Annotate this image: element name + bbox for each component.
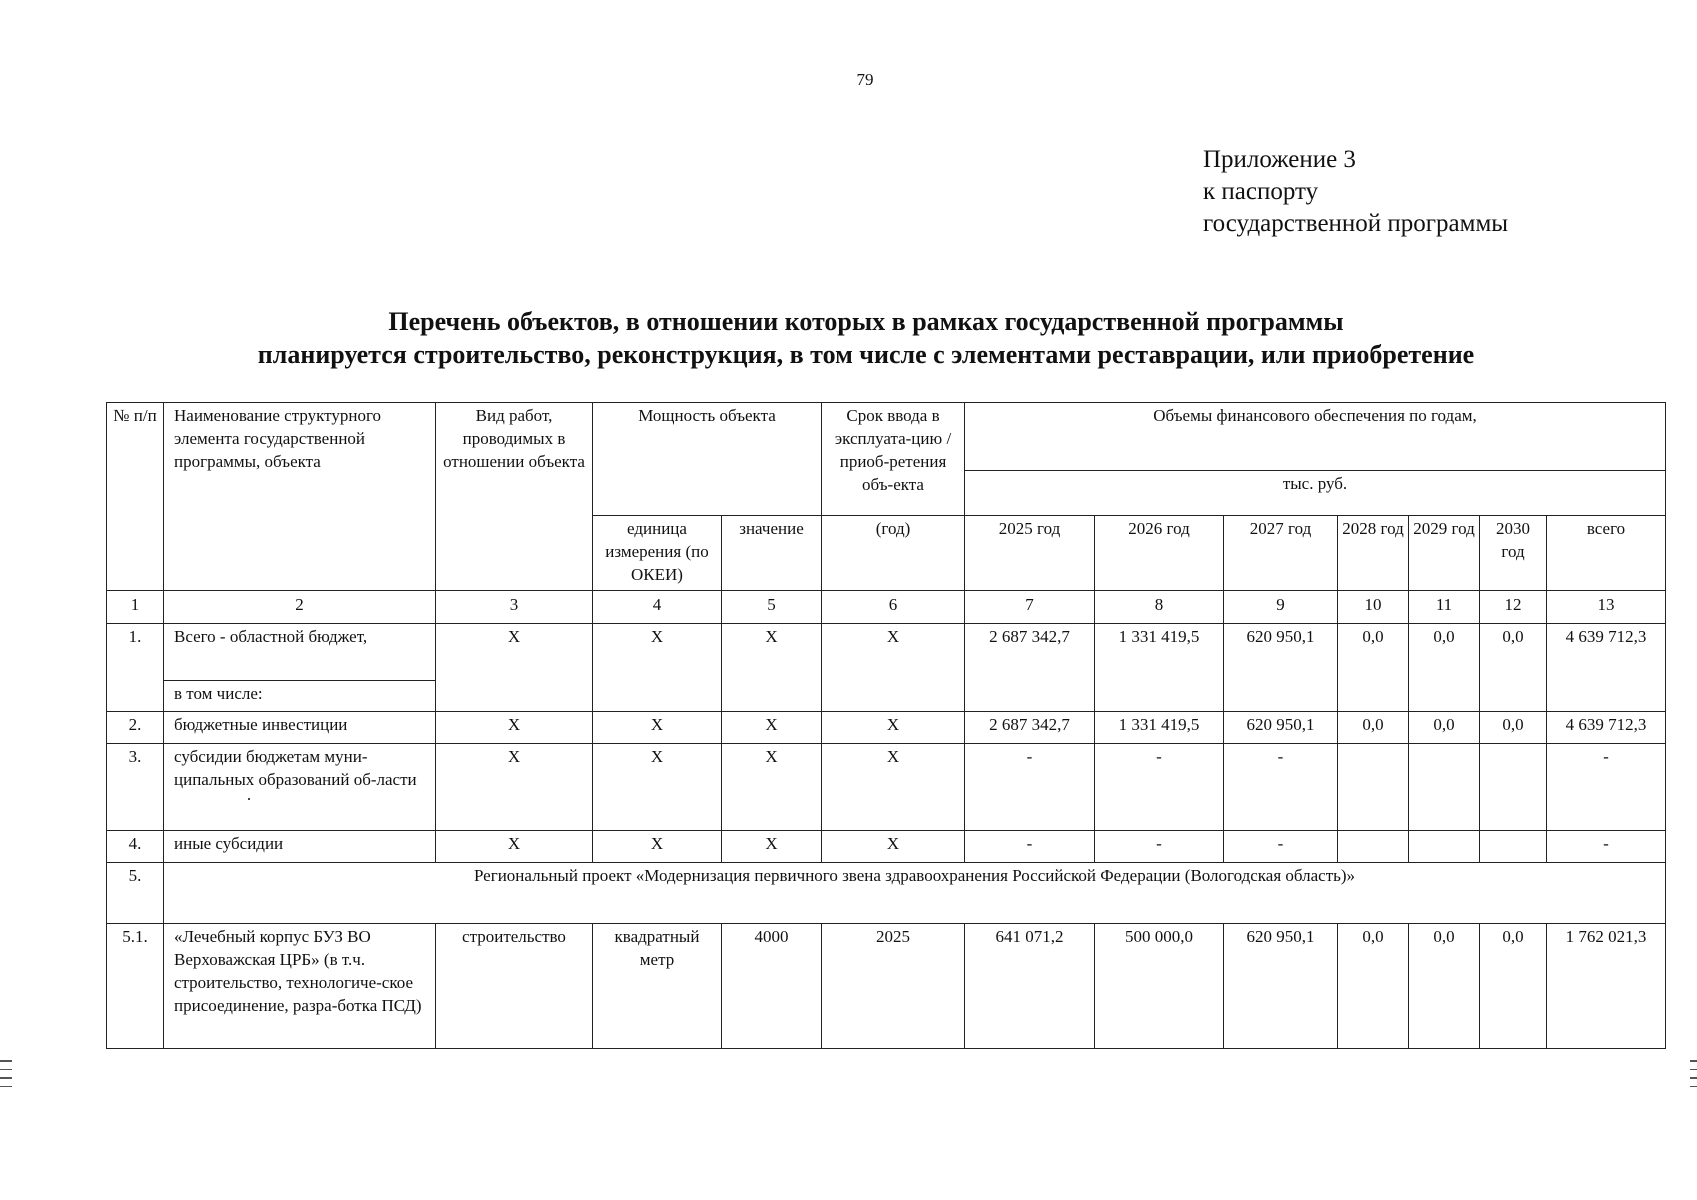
header-value: значение — [722, 516, 822, 591]
row-deadline: 2025 — [822, 924, 965, 1049]
document-title — [0, 305, 1697, 371]
row-total: - — [1547, 831, 1666, 863]
header-row-1 — [107, 403, 1666, 471]
row-2027: 620 950,1 — [1224, 924, 1338, 1049]
row-unit: квадратный метр — [593, 924, 722, 1049]
row-total: 4 639 712,3 — [1547, 624, 1666, 712]
row-unit: X — [593, 831, 722, 863]
row-num: 4. — [107, 831, 164, 863]
row-2030: 0,0 — [1480, 924, 1547, 1049]
row-2027: - — [1224, 831, 1338, 863]
row-deadline: X — [822, 712, 965, 744]
header-deadline: Срок ввода в эксплуата-цию / приоб-ретения объ-екта — [822, 403, 965, 516]
table-row — [107, 744, 1666, 831]
row-2030: 0,0 — [1480, 712, 1547, 744]
header-2026: 2026 год — [1095, 516, 1224, 591]
row-num: 5.1. — [107, 924, 164, 1049]
row-2029: 0,0 — [1409, 712, 1480, 744]
table-row — [107, 924, 1666, 1049]
appendix-line-2: к паспорту — [1203, 178, 1319, 205]
table-row — [107, 863, 1666, 924]
column-number: 13 — [1547, 591, 1666, 624]
row-total: - — [1547, 744, 1666, 831]
row-work: строительство — [436, 924, 593, 1049]
row-2026: 500 000,0 — [1095, 924, 1224, 1049]
row-2029: 0,0 — [1409, 924, 1480, 1049]
row-num: 3. — [107, 744, 164, 831]
row-2025: - — [965, 831, 1095, 863]
row-unit: X — [593, 712, 722, 744]
left-edge-scan-marks — [0, 1060, 12, 1094]
header-num: № п/п — [107, 403, 164, 591]
row-work: X — [436, 624, 593, 712]
row-2026: 1 331 419,5 — [1095, 712, 1224, 744]
header-deadline-year: (год) — [822, 516, 965, 591]
row-value: 4000 — [722, 924, 822, 1049]
row-work: X — [436, 712, 593, 744]
column-number: 11 — [1409, 591, 1480, 624]
row-num: 2. — [107, 712, 164, 744]
row-2027: 620 950,1 — [1224, 712, 1338, 744]
row-name: Всего - областной бюджет, — [164, 624, 436, 681]
row-2026: 1 331 419,5 — [1095, 624, 1224, 712]
column-number-row — [107, 591, 1666, 624]
row-2028: 0,0 — [1338, 924, 1409, 1049]
row-2030 — [1480, 831, 1547, 863]
column-number: 4 — [593, 591, 722, 624]
table-row — [107, 712, 1666, 744]
header-2028: 2028 год — [1338, 516, 1409, 591]
objects-table — [106, 402, 1666, 1049]
row-2025: 2 687 342,7 — [965, 712, 1095, 744]
table-row — [107, 831, 1666, 863]
row-2025: 641 071,2 — [965, 924, 1095, 1049]
header-2025: 2025 год — [965, 516, 1095, 591]
header-total: всего — [1547, 516, 1666, 591]
column-number: 1 — [107, 591, 164, 624]
row-2028 — [1338, 831, 1409, 863]
right-edge-scan-marks — [1690, 1060, 1697, 1094]
header-work-type: Вид работ, проводимых в отношении объекта — [436, 403, 593, 591]
header-name: Наименование структурного элемента государственной программы, объекта — [164, 403, 436, 591]
row-total: 4 639 712,3 — [1547, 712, 1666, 744]
row-2027: - — [1224, 744, 1338, 831]
header-funding-unit: тыс. руб. — [965, 471, 1666, 516]
row-2029 — [1409, 831, 1480, 863]
header-unit: единица измерения (по ОКЕИ) — [593, 516, 722, 591]
row-2025: 2 687 342,7 — [965, 624, 1095, 712]
row-deadline: X — [822, 624, 965, 712]
row-name: бюджетные инвестиции — [164, 712, 436, 744]
row-2030: 0,0 — [1480, 624, 1547, 712]
header-2027: 2027 год — [1224, 516, 1338, 591]
row-2025: - — [965, 744, 1095, 831]
row-2028: 0,0 — [1338, 624, 1409, 712]
row-2028 — [1338, 744, 1409, 831]
row-deadline: X — [822, 831, 965, 863]
page-number: 79 — [856, 70, 874, 89]
column-number: 2 — [164, 591, 436, 624]
header-2030: 2030 год — [1480, 516, 1547, 591]
row-2029: 0,0 — [1409, 624, 1480, 712]
row-2028: 0,0 — [1338, 712, 1409, 744]
row-value: X — [722, 831, 822, 863]
stray-mark: . — [246, 785, 252, 804]
appendix-caption — [1203, 144, 1508, 240]
row-num: 5. — [107, 863, 164, 924]
table-row — [107, 624, 1666, 681]
title-line-2: планируется строительство, реконструкция, в том числе с элементами реставрации, или приобретение — [257, 340, 1475, 369]
row-name: иные субсидии — [164, 831, 436, 863]
column-number: 12 — [1480, 591, 1547, 624]
header-funding: Объемы финансового обеспечения по годам, — [965, 403, 1666, 471]
row-work: X — [436, 744, 593, 831]
row-name: субсидии бюджетам муни-ципальных образований об-ласти — [174, 747, 417, 789]
row-work: X — [436, 831, 593, 863]
title-line-1: Перечень объектов, в отношении которых в рамках государственной программы — [388, 307, 1344, 336]
column-number: 3 — [436, 591, 593, 624]
regional-project-title: Региональный проект «Модернизация первичного звена здравоохранения Российской Федерации (Вологодская область)» — [164, 863, 1666, 924]
row-name-sub: в том числе: — [164, 681, 436, 712]
appendix-line-3: государственной программы — [1203, 210, 1509, 237]
row-value: X — [722, 712, 822, 744]
row-unit: X — [593, 624, 722, 712]
row-2027: 620 950,1 — [1224, 624, 1338, 712]
column-number: 8 — [1095, 591, 1224, 624]
appendix-line-1: Приложение 3 — [1203, 146, 1356, 173]
row-name-cell — [164, 744, 436, 831]
column-number: 6 — [822, 591, 965, 624]
column-number: 5 — [722, 591, 822, 624]
header-capacity: Мощность объекта — [593, 403, 822, 516]
column-number: 9 — [1224, 591, 1338, 624]
row-num: 1. — [107, 624, 164, 712]
column-number: 10 — [1338, 591, 1409, 624]
row-unit: X — [593, 744, 722, 831]
row-name: «Лечебный корпус БУЗ ВО Верховажская ЦРБ» (в т.ч. строительство, технологиче-ское присоединение, разра-ботка ПСД) — [164, 924, 436, 1049]
row-value: X — [722, 744, 822, 831]
row-deadline: X — [822, 744, 965, 831]
row-2026: - — [1095, 831, 1224, 863]
column-number: 7 — [965, 591, 1095, 624]
row-2030 — [1480, 744, 1547, 831]
row-2026: - — [1095, 744, 1224, 831]
row-total: 1 762 021,3 — [1547, 924, 1666, 1049]
row-value: X — [722, 624, 822, 712]
header-2029: 2029 год — [1409, 516, 1480, 591]
row-2029 — [1409, 744, 1480, 831]
